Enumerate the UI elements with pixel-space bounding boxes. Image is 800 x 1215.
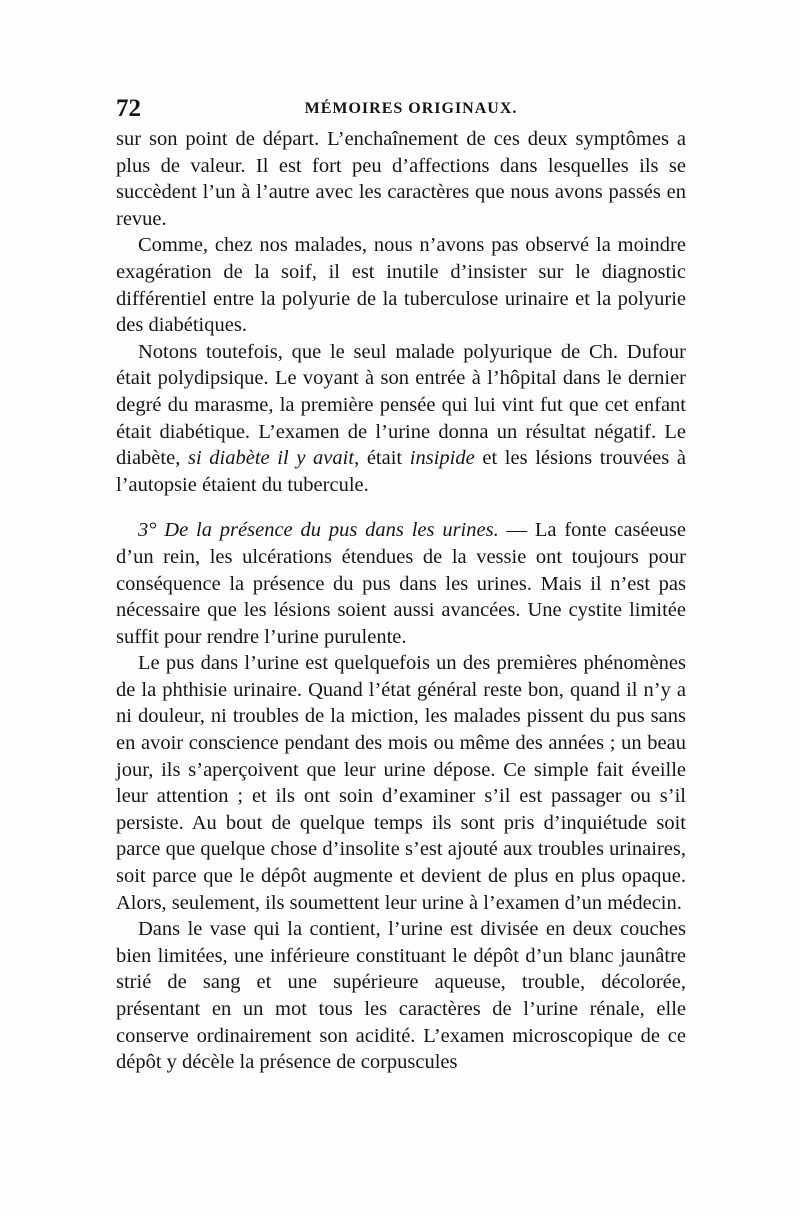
paragraph-2: Comme, chez nos malades, nous n’avons pas observé la moindre exagération de la soif, il est inutile d’insister sur le diagnostic différentiel entre la polyurie de la tuberculose urinaire et la polyurie des diabétiques. xyxy=(116,234,686,337)
paragraph-3-italic-word: insipide xyxy=(409,447,475,470)
page-header xyxy=(116,94,686,124)
paragraph-4-text: — La fonte caséeuse d’un rein, les ulcérations étendues de la vessie ont toujours pour conséquence la présence du pus dans les urines. Mais il n’est pas nécessaire que les lésions soient aussi avancées. Une cystite limitée suffit pour rendre l’urine purulente. xyxy=(116,519,686,648)
page-number: 72 xyxy=(116,95,141,122)
paragraph-5: Le pus dans l’urine est quelquefois un des premières phénomènes de la phthisie urinaire. Quand l’état général reste bon, quand il n’y a ni douleur, ni troubles de la miction, les malades pissent du pus sans en avoir conscience pendant des mois ou même des années ; un beau jour, ils s’aperçoivent que leur urine dépose. Ce simple fait éveille leur attention ; et ils ont soin d’examiner s’il est passager ou s’il persiste. Au bout de quelque temps ils sont pris d’inquiétude soit parce que quelque chose d’insolite s’est ajouté aux troubles urinaires, soit parce que le dépôt augmente et devient de plus en plus opaque. Alors, seulement, ils soumettent leur urine à l’examen d’un médecin. xyxy=(116,652,686,914)
paragraph-3-text-c: et les lésions trouvées à l’autopsie étaient du tubercule. xyxy=(116,447,686,496)
paragraph-1: sur son point de départ. L’enchaînement de ces deux symptômes a plus de valeur. Il est fort peu d’affections dans lesquelles ils se succèdent l’un à l’autre avec les caractères que nous avons passés en revue. xyxy=(116,128,686,230)
running-head: MÉMOIRES ORIGINAUX. xyxy=(304,100,518,117)
paragraph-6: Dans le vase qui la contient, l’urine est divisée en deux couches bien limitées, une inférieure constituant le dépôt d’un blanc jaunâtre strié de sang et une supérieure aqueuse, trouble, décolorée, présentant en un mot tous les caractères de l’urine rénale, elle conserve ordinairement son acidité. L’examen microscopique de ce dépôt y décèle la présence de corpuscules xyxy=(116,918,686,1074)
paragraph-3-text-a: Notons toutefois, que le seul malade polyurique de Ch. Dufour était polydipsique. Le voyant à son entrée à l’hôpital dans le dernier degré du marasme, la première pensée qui lui vint fut que cet enfant était diabétique. L’examen de l’urine donna un résultat négatif. Le diabète, xyxy=(116,340,686,470)
paragraph-3 xyxy=(116,339,686,499)
paragraph-4 xyxy=(116,517,686,650)
body-text xyxy=(116,126,686,1076)
paragraph-3-text-b: , était xyxy=(354,447,410,470)
section-heading: 3° De la présence du pus dans les urines. xyxy=(138,519,499,542)
paragraph-3-italic-phrase: si diabète il y avait xyxy=(187,447,355,470)
